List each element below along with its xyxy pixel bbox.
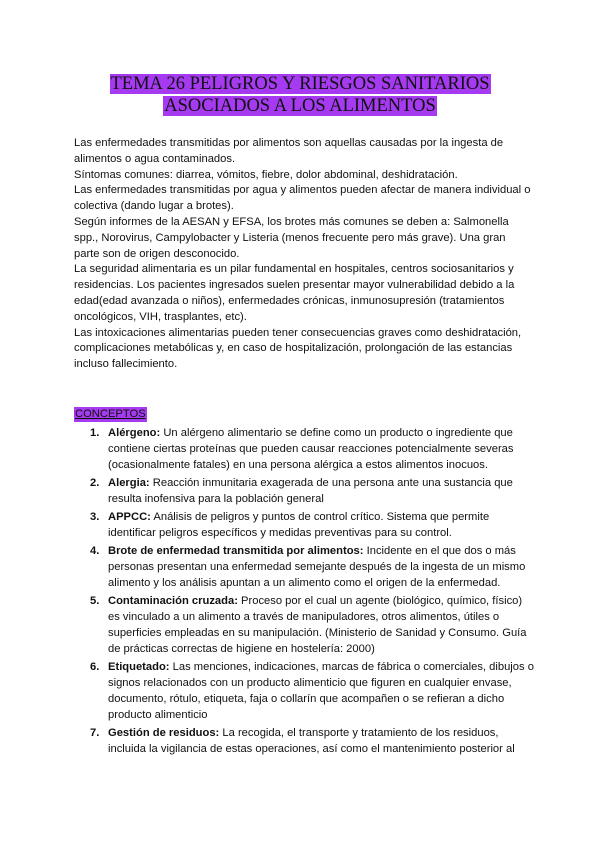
item-term: Alérgeno: <box>108 427 161 439</box>
title-line-1: TEMA 26 PELIGROS Y RIESGOS SANITARIOS <box>110 74 490 94</box>
intro-paragraph: Síntomas comunes: diarrea, vómitos, fiebre, dolor abdominal, deshidratación. <box>74 168 458 181</box>
list-item <box>74 725 534 757</box>
item-definition: Las menciones, indicaciones, marcas de fábrica o comerciales, dibujos o signos relacionados con un producto alimenticio que figuren en cualquier envase, documento, rótulo, etiqueta, faja o collarín que acompañen o se refieran a dicho producto alimenticio <box>108 661 534 721</box>
item-term: APPCC: <box>108 511 151 523</box>
page-title <box>0 73 600 117</box>
title-line-2: ASOCIADOS A LOS ALIMENTOS <box>164 96 436 116</box>
item-definition: Proceso por el cual un agente (biológico, químico, físico) es vinculado a un alimento a través de manipuladores, otros alimentos, útiles o superficies empleadas en su manipulación. (Ministerio de Sanidad y Consumo. Guía de prácticas correctas de higiene en hostelería: 2000) <box>108 595 527 655</box>
list-item <box>74 659 534 723</box>
list-item <box>74 543 534 591</box>
concepts-heading: CONCEPTOS <box>75 408 146 420</box>
intro-paragraph: Según informes de la AESAN y EFSA, los brotes más comunes se deben a: Salmonella spp., Norovirus, Campylobacter y Listeria (menos frecuente pero más grave). Una gran parte son de origen desconocido. <box>74 215 509 260</box>
item-definition: Análisis de peligros y puntos de control crítico. Sistema que permite identificar peligros específicos y medidas preventivas para su control. <box>108 511 490 539</box>
list-item <box>74 475 534 507</box>
concepts-list <box>74 425 534 759</box>
item-term: Contaminación cruzada: <box>108 595 238 607</box>
item-term: Etiquetado: <box>108 661 170 673</box>
list-item <box>74 593 534 657</box>
intro-paragraph: Las enfermedades transmitidas por alimentos son aquellas causadas por la ingesta de alimentos o agua contaminados. <box>74 137 504 165</box>
item-number: 2. <box>90 477 100 489</box>
item-definition: La recogida, el transporte y tratamiento de los residuos, incluida la vigilancia de estas operaciones, así como el mantenimiento posterior al <box>108 727 515 755</box>
item-number: 3. <box>90 511 100 523</box>
list-item <box>74 509 534 541</box>
intro-paragraph: Las enfermedades transmitidas por agua y alimentos pueden afectar de manera individual o colectiva (dando lugar a brotes). <box>74 184 531 213</box>
item-number: 5. <box>90 595 100 607</box>
item-number: 6. <box>90 661 100 673</box>
item-number: 4. <box>90 545 100 557</box>
item-term: Brote de enfermedad transmitida por alimentos: <box>108 545 364 557</box>
intro-section <box>74 136 534 373</box>
item-definition: Incidente en el que dos o más personas presentan una enfermedad semejante después de la ingesta de un mismo alimento y los análisis apuntan a un alimento como el origen de la enfermedad. <box>108 545 526 589</box>
item-definition: Reacción inmunitaria exagerada de una persona ante una sustancia que resulta inofensiva para la población general <box>108 477 513 505</box>
item-term: Alergia: <box>108 477 150 489</box>
intro-paragraph: Las intoxicaciones alimentarias pueden tener consecuencias graves como deshidratación, complicaciones metabólicas y, en caso de hospitalización, prolongación de las estancias incluso fallecimiento. <box>74 326 522 371</box>
item-definition: Un alérgeno alimentario se define como un producto o ingrediente que contiene ciertas proteínas que pueden causar reacciones potencialmente severas (ocasionalmente fatales) en una persona alérgica a estos alimentos inocuos. <box>108 427 514 471</box>
item-number: 7. <box>90 727 100 739</box>
item-number: 1. <box>90 427 100 439</box>
item-term: Gestión de residuos: <box>108 727 220 739</box>
list-item <box>74 425 534 473</box>
intro-paragraph: La seguridad alimentaria es un pilar fundamental en hospitales, centros sociosanitarios y residencias. Los pacientes ingresados suelen presentar mayor vulnerabilidad debido a la edad(edad avanzada o niños), enfermedades crónicas, inmunosupresión (tratamientos oncológicos, VIH, trasplantes, etc). <box>74 263 515 323</box>
